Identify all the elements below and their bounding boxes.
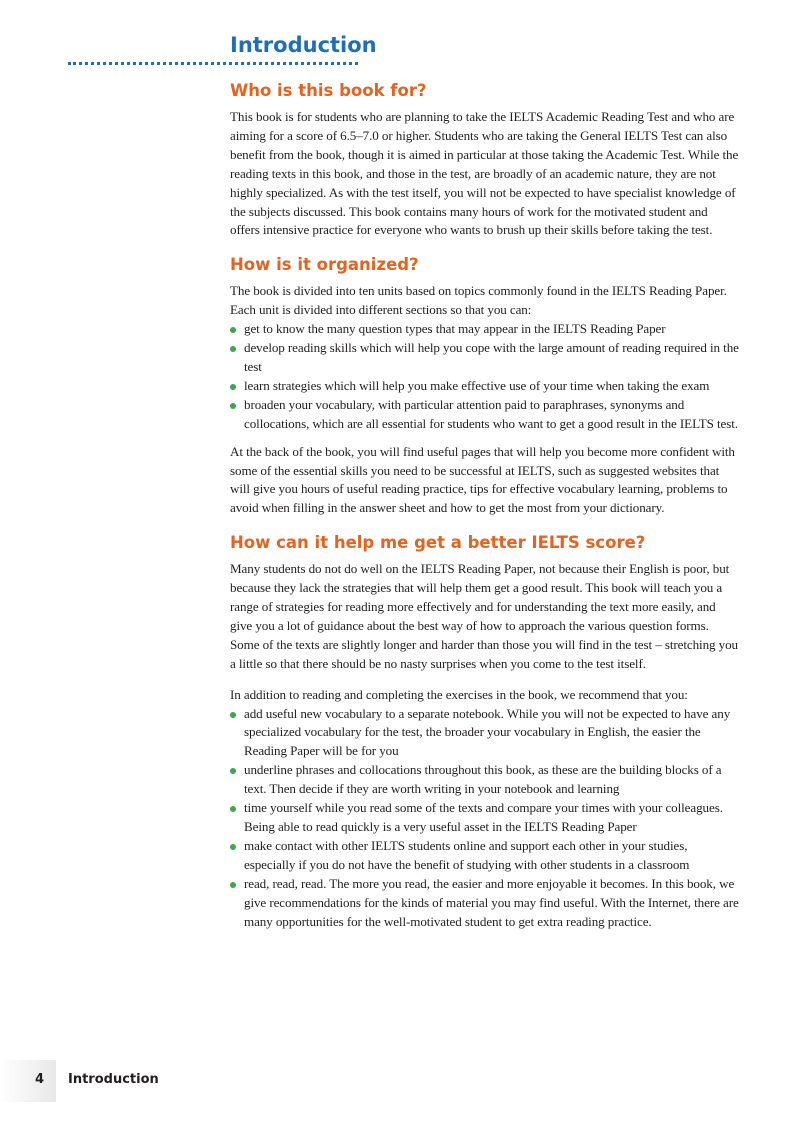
section-heading: Who is this book for?: [230, 81, 427, 100]
list-item: learn strategies which will help you make effective use of your time when taking the exam: [230, 377, 740, 396]
list-item: get to know the many question types that may appear in the IELTS Reading Paper: [230, 320, 740, 339]
page-title: Introduction: [230, 33, 377, 57]
paragraph: This book is for students who are planning to take the IELTS Academic Reading Test and who are aiming for a score of 6.5–7.0 or higher. Students who are taking the General IELTS Test can also benefit from the book, though it is aimed in particular at those taking the Academic Test. While the reading texts in this book, and those in the test, are broadly of an academic nature, they are not highly specialized. As with the test itself, you will not be expected to have specialist knowledge of the subjects discussed. This book contains many hours of work for the motivated student and offers intensive practice for everyone who wants to brush up their skills before taking the test.: [230, 109, 739, 238]
bullet-list: [230, 320, 740, 433]
paragraph: The book is divided into ten units based on topics commonly found in the IELTS Reading Paper. Each unit is divided into different sections so that you can:: [230, 283, 727, 318]
list-item: read, read, read. The more you read, the easier and more enjoyable it becomes. In this book, we give recommendations for the kinds of material you may find useful. With the Internet, there are many opportunities for the well-motivated student to get extra reading practice.: [230, 875, 740, 932]
title-dotted-rule: [68, 62, 358, 65]
paragraph: In addition to reading and completing the exercises in the book, we recommend that you:: [230, 686, 688, 702]
section-better-score: [230, 532, 740, 931]
section-who-for: [230, 80, 740, 240]
list-item: time yourself while you read some of the texts and compare your times with your colleagues. Being able to read quickly is a very useful asset in the IELTS Reading Paper: [230, 799, 740, 837]
list-item: underline phrases and collocations throughout this book, as these are the building blocks of a text. Then decide if they are worth writing in your notebook and learning: [230, 761, 740, 799]
section-heading: How can it help me get a better IELTS score?: [230, 533, 646, 553]
section-heading: How is it organized?: [230, 255, 419, 275]
list-item: add useful new vocabulary to a separate notebook. While you will not be expected to have any specialized vocabulary for the test, the broader your vocabulary in English, the easier the Reading Paper will be for you: [230, 705, 740, 762]
section-organized: [230, 254, 740, 518]
footer-label: Introduction: [68, 1072, 159, 1087]
list-item: make contact with other IELTS students online and support each other in your studies, especially if you do not have the benefit of studying with other students in a classroom: [230, 837, 740, 875]
bullet-list: [230, 705, 740, 932]
footer-tab: [0, 1060, 56, 1102]
list-item: broaden your vocabulary, with particular attention paid to paraphrases, synonyms and collocations, which are all essential for students who want to get a good result in the IELTS test.: [230, 396, 740, 434]
page-number: 4: [35, 1072, 45, 1087]
list-item: develop reading skills which will help you cope with the large amount of reading required in the test: [230, 339, 740, 377]
paragraph: At the back of the book, you will find useful pages that will help you become more confident with some of the essential skills you need to be successful at IELTS, such as suggested websites that will give you hours of useful reading practice, tips for effective vocabulary learning, problems to avoid when filling in the answer sheet and how to get the most from your dictionary.: [230, 443, 735, 516]
main-content: [230, 80, 740, 945]
paragraph: Many students do not do well on the IELTS Reading Paper, not because their English is poor, but because they lack the strategies that will help them get a good result. This book will teach you a range of strategies for reading more effectively and for understanding the text more easily, and give you a lot of guidance about the best way of how to approach the various question forms. Some of the texts are slightly longer and harder than those you will find in the test – stretching you a little so that there should be no nasty surprises when you come to the test itself.: [230, 561, 738, 671]
